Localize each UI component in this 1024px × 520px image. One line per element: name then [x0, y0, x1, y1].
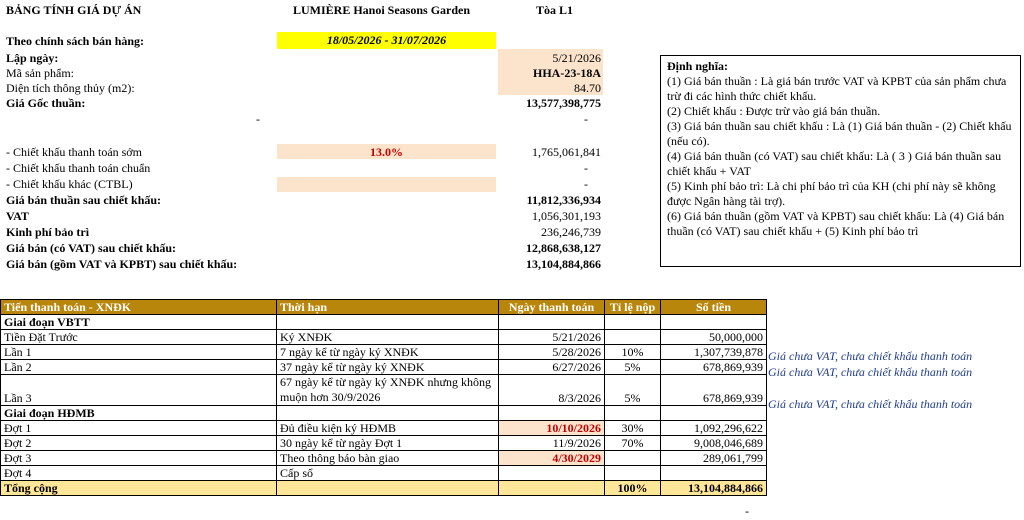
- phase-row: [1, 406, 767, 421]
- date-label: Lập ngày:: [6, 51, 59, 65]
- code-label: Mã sản phẩm:: [6, 66, 74, 80]
- base-price-label: Giá Gốc thuần:: [6, 96, 86, 110]
- price-note: Giá chưa VAT, chưa chiết khấu thanh toán: [768, 349, 973, 363]
- empty-cell: [661, 406, 767, 421]
- empty-cell: [605, 315, 661, 330]
- definition-item: (2) Chiết khấu : Được trừ vào giá bán thuần.: [667, 104, 881, 118]
- price-with-vat-value: 12,868,638,127: [526, 241, 601, 255]
- definition-item: (5) Kinh phí bảo trì: Là chi phí bảo trì của KH (chi phí này sẽ không được Ngân hàng tài trợ).: [667, 179, 996, 208]
- price-note: Giá chưa VAT, chưa chiết khấu thanh toán: [768, 365, 973, 379]
- other-rate-fill: [277, 177, 496, 192]
- row-term: Đủ điều kiện ký HĐMB: [277, 421, 499, 436]
- project-name: LUMIÈRE Hanoi Seasons Garden: [293, 3, 471, 17]
- row-rate: [605, 451, 661, 466]
- definition-item: (1) Giá bán thuần : Là giá bán trước VAT và KPBT của sản phẩm chưa trừ đi các hình thức chiết khấu.: [667, 74, 1007, 103]
- row-name: Tiền Đặt Trước: [1, 330, 277, 345]
- empty-cell: [277, 315, 499, 330]
- row-date: [499, 466, 605, 481]
- vat-value: 1,056,301,193: [532, 209, 601, 223]
- maintenance-label: Kinh phí bảo trì: [6, 225, 90, 239]
- early-discount-value: 1,765,061,841: [532, 145, 601, 159]
- table-row: [1, 360, 767, 375]
- early-discount-label: - Chiết khấu thanh toán sớm: [6, 145, 142, 159]
- row-rate: [605, 466, 661, 481]
- row-rate: 5%: [605, 360, 661, 375]
- row-date: 6/27/2026: [499, 360, 605, 375]
- row-name: Đợt 4: [1, 466, 277, 481]
- empty-cell: [277, 406, 499, 421]
- row-amount: 1,092,296,622: [661, 421, 767, 436]
- row-name: Lần 3: [1, 375, 277, 406]
- full-price-value: 13,104,884,866: [526, 257, 601, 271]
- standard-discount-label: - Chiết khấu thanh toán chuẩn: [6, 161, 151, 175]
- row-term: 37 ngày kể từ ngày ký XNĐK: [277, 360, 499, 375]
- table-row: [1, 436, 767, 451]
- row-name: Đợt 2: [1, 436, 277, 451]
- table-row: [1, 330, 767, 345]
- table-row: [1, 421, 767, 436]
- area-label: Diện tích thông thủy (m2):: [6, 81, 135, 95]
- row-rate: 30%: [605, 421, 661, 436]
- definitions-title: Định nghĩa:: [667, 59, 729, 73]
- sheet-title: BẢNG TÍNH GIÁ DỰ ÁN: [6, 3, 142, 17]
- row-rate: [605, 330, 661, 345]
- row-amount: 50,000,000: [661, 330, 767, 345]
- standard-discount-value: -: [584, 161, 588, 175]
- row-term: 7 ngày kể từ ngày ký XNĐK: [277, 345, 499, 360]
- total-amount: 13,104,884,866: [661, 481, 767, 496]
- policy-period: 18/05/2026 - 31/07/2026: [277, 32, 496, 49]
- area-value: 84.70: [574, 81, 601, 95]
- total-row: [1, 481, 767, 496]
- row-rate: 10%: [605, 345, 661, 360]
- price-note: Giá chưa VAT, chưa chiết khấu thanh toán: [768, 397, 973, 411]
- header-amount: Số tiền: [661, 300, 767, 315]
- row-term: 30 ngày kể từ ngày Đợt 1: [277, 436, 499, 451]
- definition-item: (6) Giá bán thuần (gồm VAT và KPBT) sau chiết khấu: Là (4) Giá bán thuần (có VAT) sau chiết khấu + (5) Kinh phí bảo trì: [667, 209, 1005, 238]
- row-name: Lần 1: [1, 345, 277, 360]
- tower-name: Tòa L1: [536, 3, 574, 17]
- empty-cell: [661, 315, 767, 330]
- row-date: 8/3/2026: [499, 375, 605, 406]
- row-date: 4/30/2029: [499, 451, 605, 466]
- total-label: Tổng cộng: [1, 481, 277, 496]
- early-discount-rate: 13.0%: [370, 145, 403, 159]
- base-price-value: 13,577,398,775: [526, 96, 601, 110]
- empty-cell: [499, 481, 605, 496]
- price-with-vat-label: Giá bán (có VAT) sau chiết khấu:: [6, 241, 177, 255]
- empty-cell: [605, 406, 661, 421]
- header-installment: Tiến thanh toán - XNĐK: [1, 300, 277, 315]
- other-discount-label: - Chiết khấu khác (CTBL): [6, 177, 133, 191]
- code-value: HHA-23-18A: [533, 66, 601, 80]
- row-amount: 9,008,046,689: [661, 436, 767, 451]
- definitions-box: [660, 55, 1021, 267]
- row-rate: 5%: [605, 375, 661, 406]
- phase-label: Giai đoạn VBTT: [1, 315, 277, 330]
- row-amount: 678,869,939: [661, 375, 767, 406]
- row-term: Cấp sổ: [277, 466, 499, 481]
- row-amount: 1,307,739,878: [661, 345, 767, 360]
- table-row: [1, 375, 767, 406]
- row-amount: [661, 466, 767, 481]
- header-rate: Tỉ lệ nộp: [605, 300, 661, 315]
- payment-schedule-table: [0, 299, 767, 496]
- other-discount-value: -: [584, 177, 588, 191]
- phase-label: Giai đoạn HĐMB: [1, 406, 277, 421]
- empty-cell: [499, 406, 605, 421]
- empty-cell: [277, 481, 499, 496]
- row-amount: 289,061,799: [661, 451, 767, 466]
- policy-label: Theo chính sách bán hàng:: [6, 34, 145, 48]
- dash-right: -: [584, 112, 588, 126]
- table-header-row: [1, 300, 767, 315]
- row-date: 5/21/2026: [499, 330, 605, 345]
- date-value: 5/21/2026: [552, 51, 601, 65]
- maintenance-value: 236,246,739: [541, 225, 601, 239]
- table-row: [1, 345, 767, 360]
- row-term: Ký XNĐK: [277, 330, 499, 345]
- vat-label: VAT: [6, 209, 29, 223]
- phase-row: [1, 315, 767, 330]
- full-price-label: Giá bán (gồm VAT và KPBT) sau chiết khấu:: [6, 257, 238, 271]
- net-price-value: 11,812,336,934: [526, 193, 601, 207]
- row-term: Theo thông báo bàn giao: [277, 451, 499, 466]
- footer-dash: -: [745, 504, 749, 518]
- table-row: [1, 451, 767, 466]
- row-amount: 678,869,939: [661, 360, 767, 375]
- row-name: Đợt 3: [1, 451, 277, 466]
- empty-cell: [499, 315, 605, 330]
- header-payment-date: Ngày thanh toán: [499, 300, 605, 315]
- row-date: 11/9/2026: [499, 436, 605, 451]
- definition-item: (3) Giá bán thuần sau chiết khấu : Là (1) Giá bán thuần - (2) Chiết khấu (nếu có).: [667, 119, 1012, 148]
- row-name: Đợt 1: [1, 421, 277, 436]
- row-term: 67 ngày kể từ ngày ký XNĐK nhưng không muộn hơn 30/9/2026: [277, 375, 499, 406]
- row-rate: 70%: [605, 436, 661, 451]
- row-date: 5/28/2026: [499, 345, 605, 360]
- total-rate: 100%: [605, 481, 661, 496]
- definition-item: (4) Giá bán thuần (có VAT) sau chiết khấu: Là ( 3 ) Giá bán thuần sau chiết khấu + VAT: [667, 149, 1002, 178]
- net-price-label: Giá bán thuần sau chiết khấu:: [6, 193, 162, 207]
- header-term: Thời hạn: [277, 300, 499, 315]
- dash-left: -: [256, 112, 260, 126]
- row-name: Lần 2: [1, 360, 277, 375]
- table-row: [1, 466, 767, 481]
- row-date: 10/10/2026: [499, 421, 605, 436]
